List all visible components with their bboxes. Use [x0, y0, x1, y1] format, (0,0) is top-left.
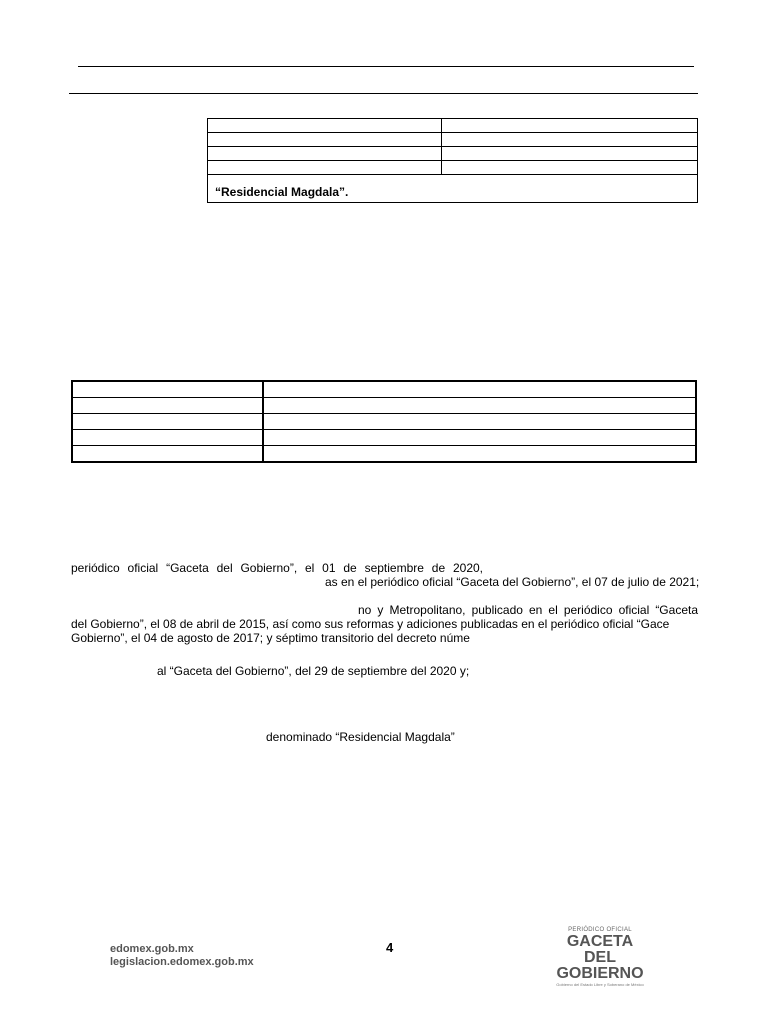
table-cell — [442, 119, 698, 133]
table-cell — [263, 414, 696, 430]
table-cell — [263, 430, 696, 446]
footer-link-legislacion[interactable]: legislacion.edomex.gob.mx — [110, 956, 254, 968]
table-row — [72, 430, 696, 446]
table-cell — [72, 446, 263, 463]
table-cell — [442, 161, 698, 175]
logo-small-text: PERIÓDICO OFICIAL — [568, 927, 632, 933]
table-cell — [442, 147, 698, 161]
body-line-5: Gobierno”, el 04 de agosto de 2017; y séptimo transitorio del decreto núme — [71, 631, 470, 645]
table-row — [208, 133, 698, 147]
body-line-6: al “Gaceta del Gobierno”, del 29 de septiembre del 2020 y; — [157, 664, 470, 678]
footer-link-edomex[interactable]: edomex.gob.mx — [110, 943, 194, 955]
body-line-2: as en el periódico oficial “Gaceta del Gobierno”, el 07 de julio de 2021; — [325, 575, 700, 589]
table-cell — [442, 133, 698, 147]
table-cell — [263, 398, 696, 414]
table-cell — [72, 398, 263, 414]
table-row — [208, 161, 698, 175]
logo-line-1: GACETA — [566, 933, 634, 950]
residencial-label: “Residencial Magdala”. — [208, 175, 698, 203]
logo-line-2: DEL GOBIERNO — [556, 949, 644, 982]
header-rule-bottom — [69, 93, 698, 94]
body-line-4: del Gobierno”, el 08 de abril de 2015, así como sus reformas y adiciones publicadas en el periódico oficial “Gace — [71, 617, 670, 631]
middle-table — [71, 380, 697, 463]
table-cell — [208, 119, 442, 133]
body-line-7: denominado “Residencial Magdala” — [266, 730, 455, 744]
body-line-3: no y Metropolitano, publicado en el periódico oficial “Gaceta — [358, 603, 698, 617]
table-cell — [72, 381, 263, 398]
table-cell — [208, 161, 442, 175]
body-line-1: periódico oficial “Gaceta del Gobierno”, el 01 de septiembre de 2020, — [71, 561, 483, 575]
table-row — [72, 381, 696, 398]
page-number: 4 — [386, 940, 394, 955]
gaceta-logo — [540, 926, 660, 988]
table-row — [208, 175, 698, 203]
table-row — [72, 446, 696, 463]
table-cell — [263, 381, 696, 398]
table-cell — [72, 430, 263, 446]
table-cell — [208, 133, 442, 147]
table-row — [72, 398, 696, 414]
table-row — [208, 119, 698, 133]
top-table — [207, 118, 698, 203]
table-cell — [208, 147, 442, 161]
table-row — [72, 414, 696, 430]
table-row — [208, 147, 698, 161]
table-cell — [72, 414, 263, 430]
header-rule-top — [78, 66, 694, 67]
table-cell — [263, 446, 696, 463]
logo-tagline: Gobierno del Estado Libre y Soberano de México — [556, 982, 644, 987]
